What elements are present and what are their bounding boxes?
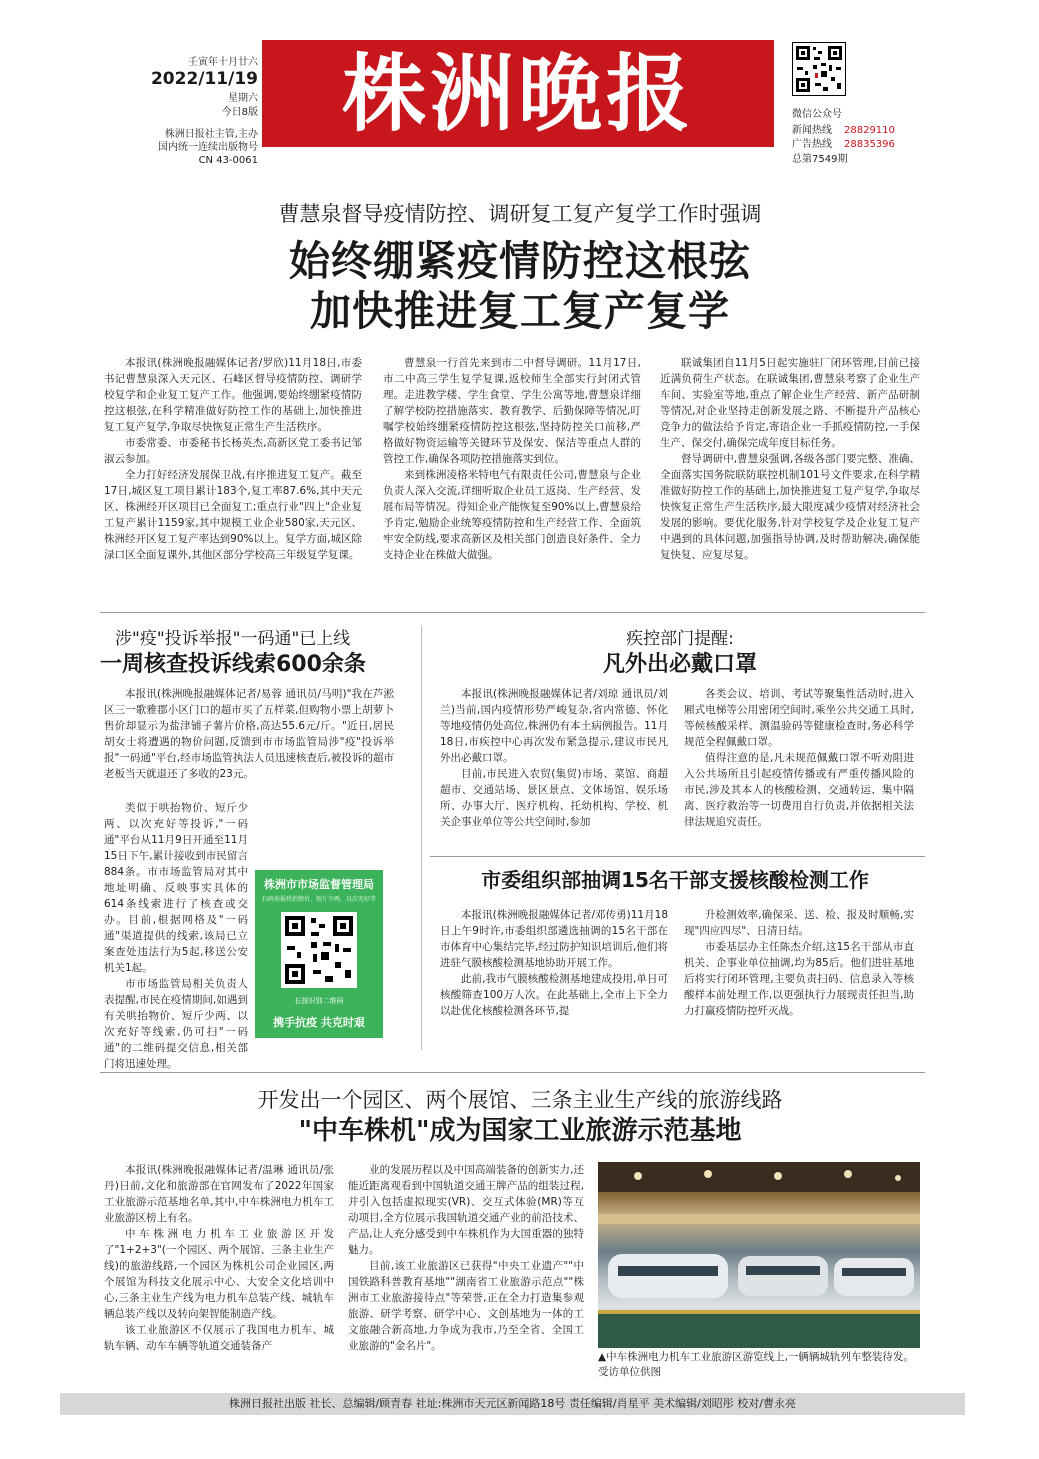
paragraph: 业的发展历程以及中国高端装备的创新实力,还能近距离观看到中国轨道交通王牌产品的组装过程,并引入包括虚拟现实(VR)、交互式体验(MR)等互动项目,全方位展示我国轨道交通产业的前沿技术、产品,让人充分感受到中车株机作为大国重器的独特魅力。	[348, 1164, 584, 1256]
tourism-kicker: 开发出一个园区、两个展馆、三条主业生产线的旅游线路	[257, 1088, 783, 1112]
complaint-headline: 一周核查投诉线索600余条	[100, 652, 366, 677]
mask-headline: 凡外出必戴口罩	[602, 652, 757, 677]
mask-column-1	[440, 686, 668, 830]
issue-total: 总第7549期	[792, 154, 848, 165]
lead-headline-line1: 始终绷紧疫情防控这根弦	[289, 237, 751, 285]
paragraph: 本报讯(株洲晚报融媒体记者/邓传勇)11月18日上午9时许,市委组织部遴选抽调的15名干部在市体育中心集结完毕,经过防护知识培训后,他们将进驻气膜核酸检测基地协助开展工作。	[440, 909, 668, 969]
paragraph: 市委基层办主任陈杰介绍,这15名干部从市直机关、企事业单位抽调,均为85后。他们进驻基地后将实行闭环管理,主要负责扫码、信息录入等核酸样本前处理工作,以更强执行力展现责任担当,助力打赢疫情防控歼灭战。	[684, 941, 914, 1017]
cadre-headline: 市委组织部抽调15名干部支援核酸检测工作	[481, 868, 869, 892]
column-divider	[421, 625, 422, 1050]
page-count: 今日8版	[221, 107, 258, 118]
lead-kicker: 曹慧泉督导疫情防控、调研复工复产复学工作时强调	[278, 202, 762, 226]
publisher-line2: 国内统一连续出版物号	[158, 142, 258, 153]
ad-hotline-label: 广告热线	[792, 139, 832, 150]
paragraph: 本报讯(株洲晚报融媒体记者/罗欣)11月18日,市委书记曹慧泉深入天元区、石峰区督导疫情防控、调研学校复学和企业复工复产工作。他强调,要始终绷紧疫情防控这根弦,在科学精准做好防控工作的基础上,加快推进复工复产复学,争取尽快恢复正常生产生活秩序。	[104, 357, 362, 433]
paragraph: 本报讯(株洲晚报融媒体记者/易蓉 通讯员/马明)"我在芦淞区三一歌雅郡小区门口的超市买了五样菜,但购物小票上胡萝卜售价却显示为盐津铺子薯片价格,高达55.6元/斤。"近日,居民胡女士将遭遇的物价问题,反馈到市市场监管局涉"疫"投诉举报"一码通"平台,经市场监管执法人员迅速核查后,被投诉的超市老板当天就退还了多收的23元。	[104, 688, 394, 780]
footer-credits: 株洲日报社出版 社长、总编辑/顾青春 社址:株洲市天元区新闻路18号 责任编辑/肖星平 美术编辑/刘昭彤 校对/曹永亮	[228, 1397, 796, 1410]
paragraph: 各类会议、培训、考试等聚集性活动时,进入厢式电梯等公用密闭空间时,乘坐公共交通工具时,等候核酸采样、测温验码等健康检查时,务必科学规范全程佩戴口罩。	[684, 688, 914, 748]
wechat-qr-icon	[792, 42, 846, 96]
complaint-text-bottom	[104, 800, 248, 1072]
paragraph: 市市场监管局相关负责人表提醒,市民在疫情期间,如遇到有关哄抬物价、短斤少两、以次充好等线索,仍可扫"一码通"的二维码提交信息,相关部门将迅速处理。	[104, 978, 248, 1070]
tourism-column-2	[348, 1162, 584, 1354]
paragraph: 来到株洲凌格米特电气有限责任公司,曹慧泉与企业负责人深入交流,详细听取企业员工返岗、生产经营、发展布局等情况。得知企业产能恢复至90%以上,曹慧泉给予肯定,勉励企业统筹疫情防控和生产经营工作、全面筑牢安全防线,要求高新区及相关部门创造良好条件、全力支持企业在株做大做强。	[383, 469, 641, 561]
complaint-text-top	[104, 686, 394, 782]
complaint-kicker: 涉"疫"投诉举报"一码通"已上线	[115, 629, 351, 649]
publisher-line1: 株洲日报社主管,主办	[164, 129, 258, 140]
train-factory-photo	[598, 1162, 920, 1348]
section-divider	[100, 612, 925, 613]
paragraph: 类似于哄抬物价、短斤少两、以次充好等投诉,"一码通"平台从11月9日开通至11月15日下午,累计接收到市民留言884条。市市场监管局对其中地址明确、反映事实具体的614条线索进行了核查或交办。目前,根据网格及"一码通"渠道提供的线索,该局已立案查处违法行为5起,移送公安机关1起。	[104, 802, 248, 974]
section-divider	[100, 1072, 925, 1073]
mask-column-2	[684, 686, 914, 830]
news-hotline-label: 新闻热线	[792, 125, 832, 136]
paragraph: 目前,该工业旅游区已获得"中央工业遗产""中国铁路科普教育基地""湖南省工业旅游示范点""株洲市工业旅游接待点"等荣誉,正在全力打造集参观旅游、研学考察、研学中心、文创基地为一体的工文旅融合新高地,力争成为我市,乃至全省、全国工业旅游的"金名片"。	[348, 1260, 584, 1352]
paragraph: 本报讯(株洲晚报融媒体记者/温琳 通讯员/张丹)日前,文化和旅游部在官网发布了2022年国家工业旅游示范基地名单,其中,中车株洲电力机车工业旅游区榜上有名。	[104, 1164, 334, 1224]
lead-headline-line2: 加快推进复工复产复学	[310, 287, 730, 335]
tourism-headline: "中车株机"成为国家工业旅游示范基地	[298, 1116, 742, 1146]
issue-date: 2022/11/19	[150, 69, 258, 89]
qr-caption: 长按识别二维码	[294, 997, 344, 1005]
news-hotline: 28829110	[844, 125, 895, 136]
ad-hotline: 28835396	[844, 139, 895, 150]
paragraph: 曹慧泉一行首先来到市二中督导调研。11月17日,市二中高三学生复学复课,返校师生全部实行封闭式管理。走进教学楼、学生食堂、学生公寓等地,曹慧泉详细了解学校防控措施落实、教育教学、后勤保障等情况,叮嘱学校始终绷紧疫情防控这根弦,坚持防控关口前移,严格做好物资运输等关键环节及保安、保洁等重点人群的管控工作,确保各项防控措施落实到位。	[383, 357, 641, 465]
cadre-column-1	[440, 907, 668, 1019]
paragraph: 升检测效率,确保采、送、检、报及时顺畅,实现"四应四尽"、日清日结。	[684, 909, 914, 937]
lunar-date: 壬寅年十月廿六	[188, 57, 258, 68]
mask-kicker: 疾控部门提醒:	[626, 629, 734, 649]
weekday: 星期六	[228, 93, 258, 104]
wechat-label: 微信公众号	[792, 109, 842, 120]
lead-column-2	[383, 355, 641, 563]
paragraph: 值得注意的是,凡未规范佩戴口罩不听劝阻进入公共场所且引起疫情传播或有严重传播风险的市民,涉及其本人的核酸检测、交通转运、集中隔离、医疗救治等一切费用自行负责,并依据相关法律法规追究责任。	[684, 752, 914, 828]
paragraph: 全力打好经济发展保卫战,有序推进复工复产。截至17日,城区复工项目累计183个,复工率87.6%,其中天元区、株洲经开区项目已全面复工;重点行业"四上"企业复工复产累计1159家,其中规模工业企业580家,天元区、株洲经开区复工复产率达到90%以上。复学方面,城区除渌口区全面复课外,其他区部分学校高三年级复学复课。	[104, 469, 362, 561]
qr-sub: 扫码举报哄抬物价、短斤少两、以次充好等	[261, 896, 376, 903]
lead-column-3	[660, 355, 920, 563]
paragraph: 此前,我市气膜核酸检测基地建成投用,单日可核酸筛查100万人次。在此基础上,全市上下全力以赴优化核酸检测各环节,提	[440, 973, 668, 1017]
newspaper-title: 株洲晚报	[341, 44, 694, 143]
photo-caption: ▲中车株洲电力机车工业旅游区游览线上,一辆辆城轨列车整装待发。受访单位供图	[598, 1351, 914, 1378]
paragraph: 目前,市民进入农贸(集贸)市场、菜馆、商超超市、交通站场、景区景点、文体场馆、娱乐场所、办事大厅、医疗机构、托幼机构、学校、机关企事业单位等公共空间时,参加	[440, 768, 668, 828]
report-qr-icon[interactable]	[281, 912, 357, 988]
qr-footer: 携手抗疫 共克时艰	[273, 1016, 365, 1029]
paragraph: 督导调研中,曹慧泉强调,各级各部门要完整、准确、全面落实国务院联防联控机制101号文件要求,在科学精准做好防控工作的基础上,加快推进复工复产复学,争取尽快恢复正常生产生活秩序,最大限度减少疫情对经济社会发展的影响。要优化服务,针对学校复学及企业复工复产中遇到的具体问题,加强指导协调,及时帮助解决,确保能复快复、应复尽复。	[660, 453, 920, 561]
paragraph: 中车株洲电力机车工业旅游区开发了"1+2+3"(一个园区、两个展馆、三条主业生产线)的旅游线路,一个园区为株机公司企业园区,两个展馆为科技文化展示中心、大安全文化培训中心,三条主业生产线为电力机车总装产线、城轨车辆总装产线以及转向架智能制造产线。	[104, 1228, 334, 1320]
paragraph: 本报讯(株洲晚报融媒体记者/刘琼 通讯员/刘兰)当前,国内疫情形势严峻复杂,省内常德、怀化等地疫情仍处高位,株洲仍有本土病例报告。11月18日,市疾控中心再次发布紧急提示,建议市民凡外出必戴口罩。	[440, 688, 668, 764]
cadre-column-2	[684, 907, 914, 1019]
report-qr-panel	[255, 870, 383, 1038]
qr-header: 株洲市市场监督管理局	[264, 878, 374, 891]
paragraph: 联诚集团自11月5日起实施驻厂闭环管理,目前已接近满负荷生产状态。在联诚集团,曹慧泉考察了企业生产车间、实验室等地,重点了解企业生产经营、新产品研制等情况,对企业坚持走创新发展之路、不断提升产品核心竞争力的做法给予肯定,寄语企业一手抓疫情防控,一手保生产、保交付,确保完成年度目标任务。	[660, 357, 920, 449]
paragraph: 该工业旅游区不仅展示了我国电力机车、城轨车辆、动车车辆等轨道交通装备产	[104, 1324, 334, 1352]
lead-column-1	[104, 355, 362, 563]
tourism-column-1	[104, 1162, 334, 1354]
section-divider	[430, 856, 925, 857]
paragraph: 市委常委、市委秘书长杨英杰,高新区党工委书记邹淑云参加。	[104, 437, 362, 465]
cn-number: CN 43-0061	[198, 155, 258, 166]
